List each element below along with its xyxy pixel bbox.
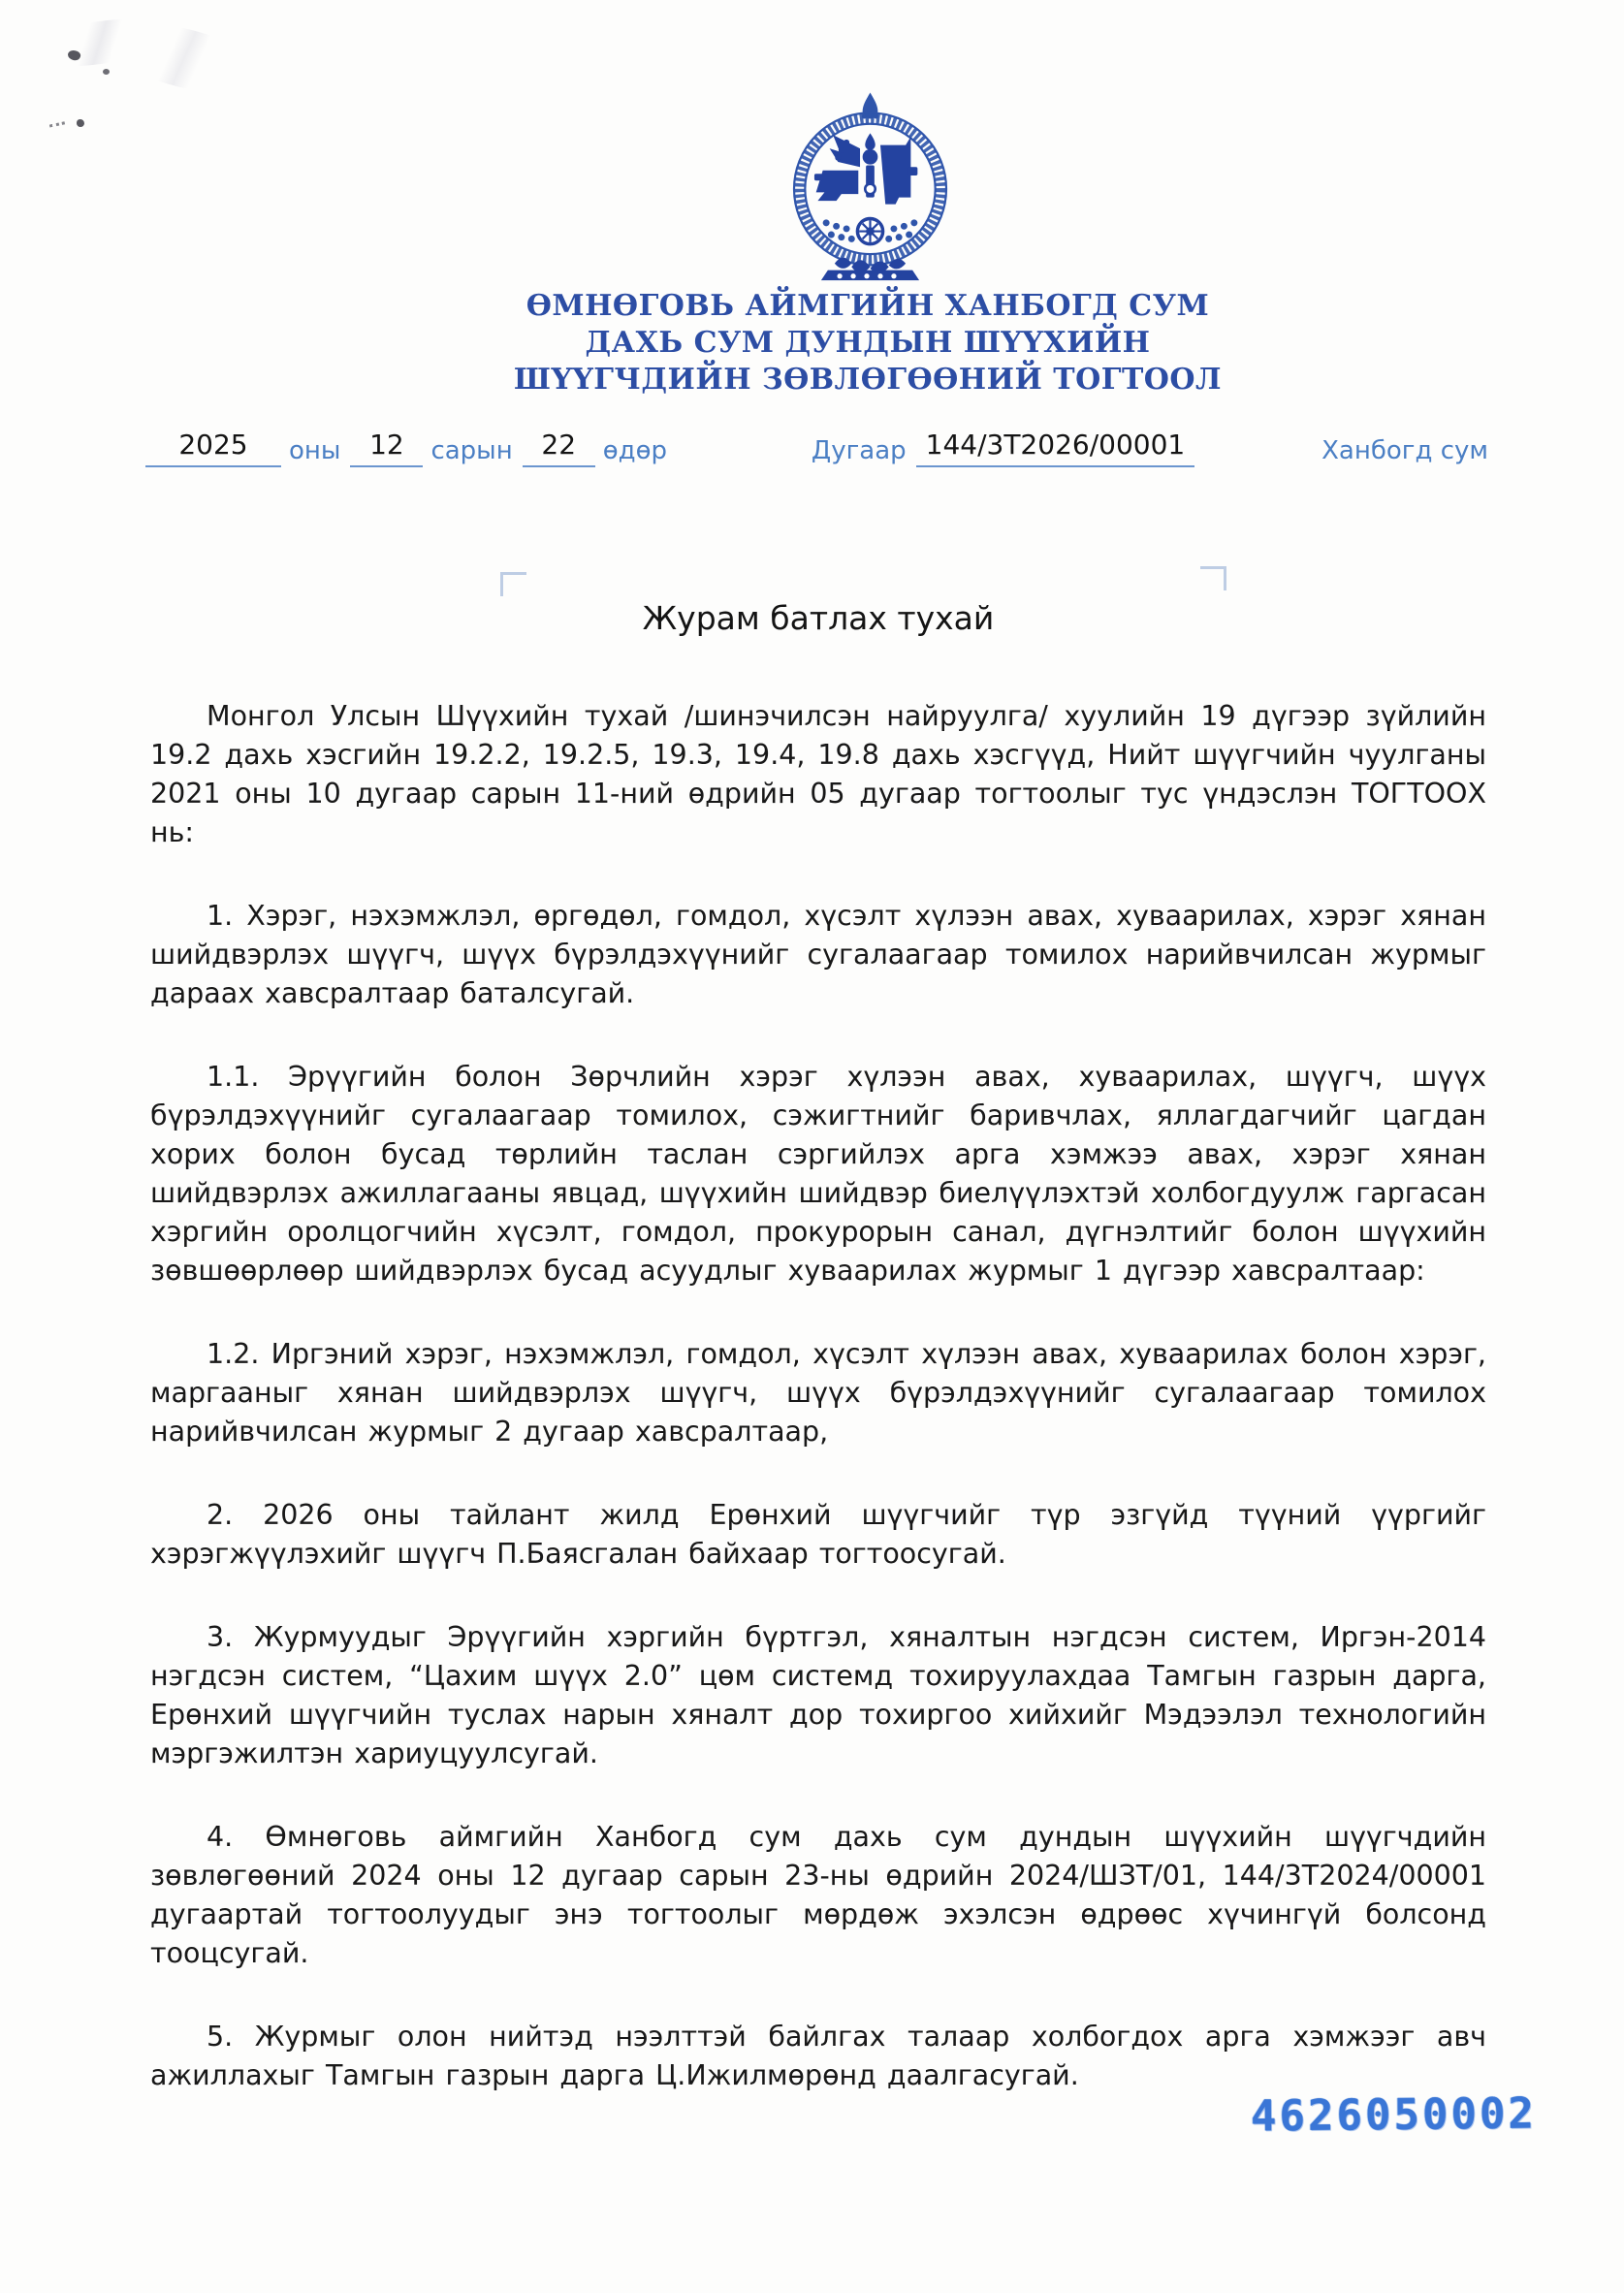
year-label: оны: [289, 436, 341, 465]
location-label: Ханбогд сум: [1321, 436, 1488, 465]
dateline: [145, 429, 1488, 467]
mongolia-state-emblem-icon: [785, 89, 955, 288]
scan-ink-dot: [67, 48, 82, 62]
number-field: 144/3Т2026/00001: [916, 434, 1195, 467]
scan-pen-mark: [48, 112, 65, 127]
scan-smudge: [25, 12, 175, 74]
stamp-number: 4626050002: [1250, 2088, 1538, 2142]
paragraph-3: 3. Журмуудыг Эрүүгийн хэргийн бүртгэл, хяналтын нэгдсэн систем, Иргэн-2014 нэгдсэн систем, “Цахим шүүх 2.0” цөм системд тохируулахдаа Тамгын газрын дарга, Ерөнхий шүүгчийн туслах нарын хяналт дор тохиргоо хийхийг Мэдээлэл технологийн мэргэжилтэн хариуцуулсугай.: [150, 1621, 1486, 1769]
scan-ink-dot: [103, 69, 110, 75]
paragraph-1-1: 1.1. Эрүүгийн болон Зөрчлийн хэрэг хүлээн авах, хуваарилах, шүүгч, шүүх бүрэлдэхүүнийг сугалаагаар томилох, сэжигтнийг баривчлах, яллагдагчийг цагдан хорих болон бусад төрлийн таслан сэргийлэх арга хэмжээ авах, хэрэг хянан шийдвэрлэх ажиллагааны явцад, шүүхийн шийдвэр биелүүлэхтэй холбогдуулж гаргасан хэргийн оролцогчийн хүсэлт, гомдол, прокурорын санал, дүгнэлтийг болон шүүхийн зөвшөөрлөөр шийдвэрлэх бусад асуудлыг хуваарилах журмыг 1 дүгээр хавсралтаар:: [150, 1061, 1486, 1287]
number-label: Дугаар: [811, 436, 907, 465]
month-field: 12: [350, 434, 423, 467]
document-body: [150, 599, 1486, 2140]
day-label: өдөр: [602, 436, 667, 465]
paragraph-5: 5. Журмыг олон нийтэд нээлттэй байлгах талаар холбогдох арга хэмжээг авч ажиллахыг Тамгын газрын дарга Ц.Ижилмөрөнд даалгасугай.: [150, 2021, 1486, 2091]
day-field: 22: [523, 434, 595, 467]
scan-ink-dot: [77, 119, 84, 127]
org-title: [111, 288, 1624, 398]
paragraph-4: 4. Өмнөговь аймгийн Ханбогд сум дахь сум дундын шүүхийн шүүгчдийн зөвлөгөөний 2024 оны 12 дугаар сарын 23-ны өдрийн 2024/ШЗТ/01, 144/3Т2024/00001 дугаартай тогтоолуудыг энэ тогтоолыг мөрдөж эхэлсэн өдрөөс хүчингүй болсонд тооцсугай.: [150, 1821, 1486, 1969]
document-title: Журам батлах тухай: [642, 599, 995, 637]
date-group: [145, 429, 677, 467]
org-title-line: ДАХЬ СУМ ДУНДЫН ШҮҮХИЙН: [585, 326, 1151, 360]
scan-smudge: [88, 8, 281, 109]
org-title-line: ӨМНӨГОВЬ АЙМГИЙН ХАНБОГД СУМ: [525, 289, 1210, 323]
number-group: [804, 429, 1194, 467]
paragraph-1: 1. Хэрэг, нэхэмжлэл, өргөдөл, гомдол, хүсэлт хүлээн авах, хуваарилах, хэрэг хянан шийдвэрлэх шүүгч, шүүх бүрэлдэхүүнийг сугалаагаар томилох нарийвчилсан журмыг дараах хавсралтаар баталсугай.: [150, 900, 1486, 1009]
month-label: сарын: [430, 436, 513, 465]
org-title-line: ШҮҮГЧДИЙН ЗӨВЛӨГӨӨНИЙ ТОГТООЛ: [513, 363, 1223, 397]
year-field: 2025: [145, 434, 281, 467]
paragraph-2: 2. 2026 оны тайлант жилд Ерөнхий шүүгчийг түр эзгүйд түүний үүргийг хэрэгжүүлэхийг шүүгч П.Баясгалан байхаар тогтоосугай.: [150, 1499, 1486, 1570]
corner-mark-left: [500, 572, 526, 596]
paragraph-preamble: Монгол Улсын Шүүхийн тухай /шинэчилсэн найруулга/ хуулийн 19 дүгээр зүйлийн 19.2 дахь хэсгийн 19.2.2, 19.2.5, 19.3, 19.4, 19.8 дахь хэсгүүд, Нийт шүүгчийн чуулганы 2021 оны 10 дугаар сарын 11-ний өдрийн 05 дугаар тогтоолыг тус үндэслэн ТОГТООХ нь:: [150, 700, 1486, 848]
corner-mark-right: [1200, 566, 1226, 590]
paragraph-1-2: 1.2. Иргэний хэрэг, нэхэмжлэл, гомдол, хүсэлт хүлээн авах, хуваарилах болон хэрэг, маргааныг хянан шийдвэрлэх шүүгч, шүүх бүрэлдэхүүнийг сугалаагаар томилох нарийвчилсан журмыг 2 дугаар хавсралтаар,: [150, 1338, 1486, 1448]
